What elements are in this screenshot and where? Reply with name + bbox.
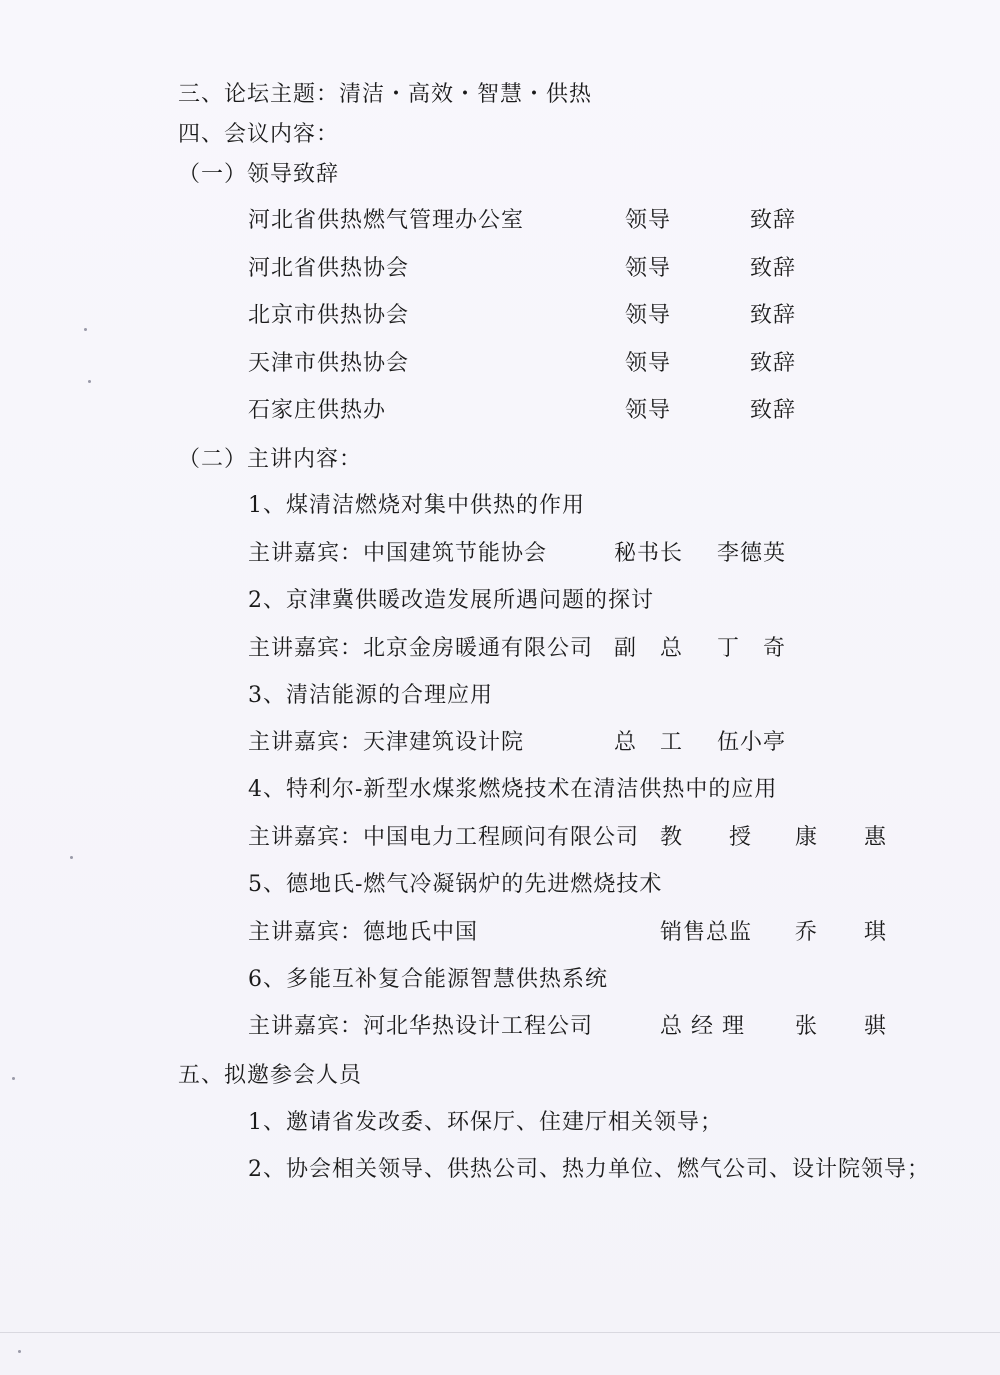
talk-speaker-name: 康 惠 — [795, 825, 888, 850]
attendee-item: 1、邀请省发改委、环保厅、住建厅相关领导； — [248, 1110, 723, 1135]
leader-row-role: 领导 — [625, 398, 672, 423]
scan-speck — [84, 328, 87, 331]
talk-speaker-name: 伍小亭 — [717, 730, 787, 755]
leader-row-action: 致辞 — [750, 398, 797, 423]
talk-speaker-name: 丁 奇 — [717, 636, 787, 661]
leader-row-org: 北京市供热协会 — [248, 303, 410, 328]
talk-speaker-title: 秘书长 — [614, 541, 684, 566]
leader-row-role: 领导 — [625, 208, 672, 233]
scan-speck — [12, 1077, 15, 1080]
leader-row-action: 致辞 — [750, 208, 797, 233]
leader-row-role: 领导 — [625, 351, 672, 376]
part-2-heading: （二）主讲内容： — [178, 447, 363, 472]
talk-speaker-title: 销售总监 — [660, 920, 753, 945]
section-5-heading: 五、拟邀参会人员 — [178, 1063, 363, 1088]
section-3-forum-theme: 三、论坛主题：清洁・高效・智慧・供热 — [178, 82, 593, 107]
talk-speaker-label: 主讲嘉宾：中国电力工程顾问有限公司 — [248, 825, 640, 850]
talk-speaker-name: 乔 琪 — [795, 920, 888, 945]
section-4-heading: 四、会议内容： — [178, 122, 340, 147]
talk-speaker-label: 主讲嘉宾：河北华热设计工程公司 — [248, 1014, 594, 1039]
talk-topic: 6、多能互补复合能源智慧供热系统 — [248, 967, 608, 992]
talk-topic: 3、清洁能源的合理应用 — [248, 683, 493, 708]
talk-speaker-label: 主讲嘉宾：中国建筑节能协会 — [248, 541, 548, 566]
scan-speck — [70, 856, 73, 859]
talk-speaker-label: 主讲嘉宾：天津建筑设计院 — [248, 730, 525, 755]
talk-speaker-title: 教 授 — [660, 825, 753, 850]
scan-bottom-edge — [0, 1332, 1000, 1333]
leader-row-role: 领导 — [625, 256, 672, 281]
leader-row-action: 致辞 — [750, 351, 797, 376]
scan-speck — [18, 1350, 21, 1353]
leader-row-action: 致辞 — [750, 303, 797, 328]
talk-speaker-title: 副 总 — [614, 636, 684, 661]
leader-row-org: 天津市供热协会 — [248, 351, 410, 376]
leader-row-org: 石家庄供热办 — [248, 398, 387, 423]
leader-row-action: 致辞 — [750, 256, 797, 281]
scan-speck — [88, 380, 91, 383]
leader-row-org: 河北省供热燃气管理办公室 — [248, 208, 525, 233]
talk-speaker-label: 主讲嘉宾：北京金房暖通有限公司 — [248, 636, 594, 661]
talk-topic: 2、京津冀供暖改造发展所遇问题的探讨 — [248, 588, 654, 613]
talk-speaker-name: 张 骐 — [795, 1014, 888, 1039]
leader-row-org: 河北省供热协会 — [248, 256, 410, 281]
attendee-item: 2、协会相关领导、供热公司、热力单位、燃气公司、设计院领导； — [248, 1157, 930, 1182]
talk-topic: 1、煤清洁燃烧对集中供热的作用 — [248, 493, 585, 518]
talk-topic: 4、特利尔-新型水煤浆燃烧技术在清洁供热中的应用 — [248, 777, 778, 802]
talk-topic: 5、德地氏-燃气冷凝锅炉的先进燃烧技术 — [248, 872, 663, 897]
part-1-heading: （一）领导致辞 — [178, 162, 340, 187]
leader-row-role: 领导 — [625, 303, 672, 328]
talk-speaker-label: 主讲嘉宾：德地氏中国 — [248, 920, 479, 945]
talk-speaker-title: 总 工 — [614, 730, 684, 755]
talk-speaker-title: 总 经 理 — [660, 1014, 745, 1039]
talk-speaker-name: 李德英 — [717, 541, 787, 566]
